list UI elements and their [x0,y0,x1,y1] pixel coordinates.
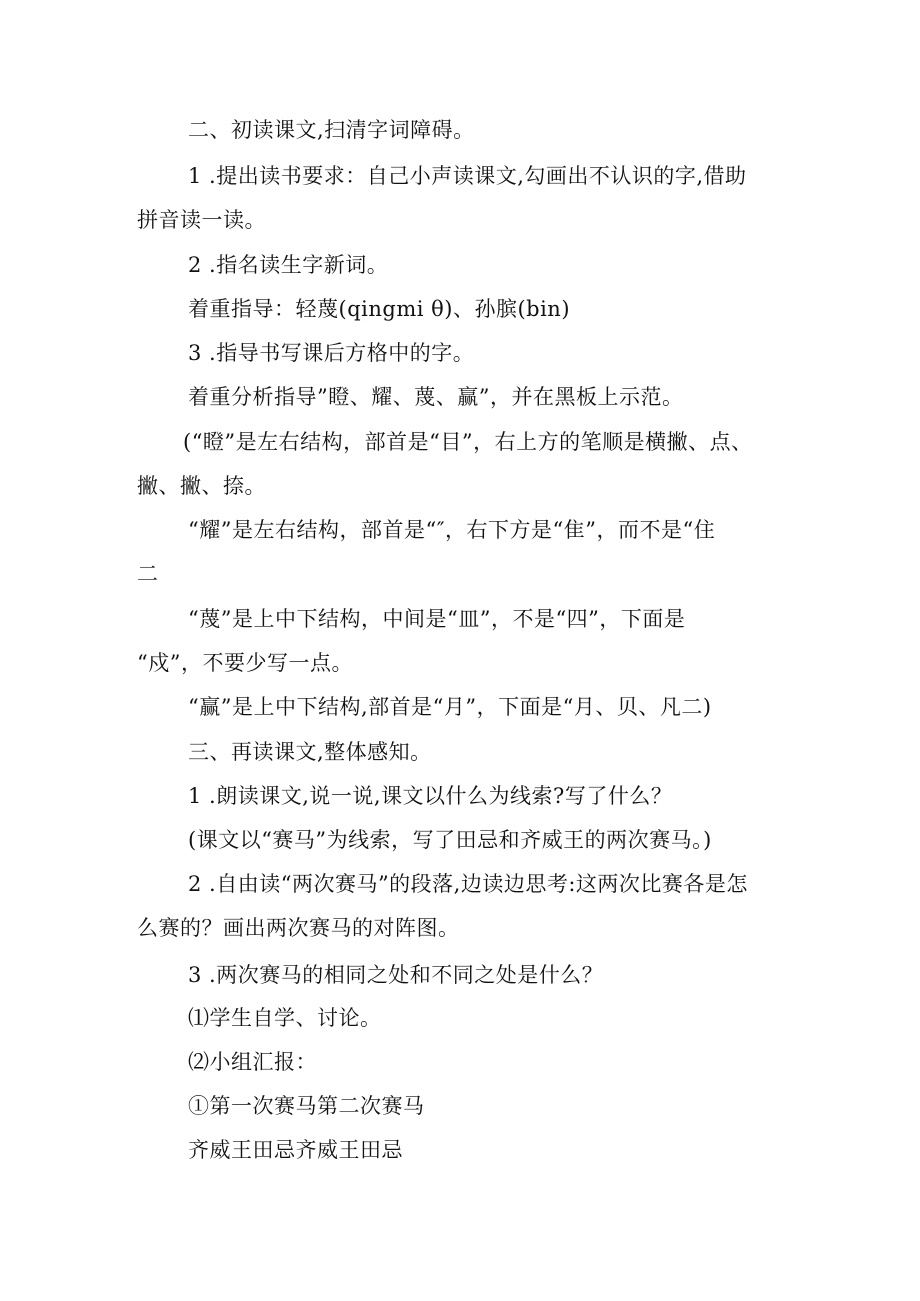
paragraph-line: 么赛的？画出两次赛马的对阵图。 [137,916,460,940]
paragraph-line: 3 .指导书写课后方格中的字。 [188,341,475,365]
paragraph-line: 着重指导：轻蔑(qingmi θ)、孙膑(bin) [188,297,571,321]
paragraph-line: 拼音读一读。 [137,208,266,232]
paragraph-line: 齐威王田忌齐威王田忌 [188,1138,403,1162]
paragraph-line: (课文以“赛马”为线索，写了田忌和齐威王的两次赛马。) [188,828,712,852]
paragraph-line: 1 .朗读课文,说一说,课文以什么为线索?写了什么？ [188,784,673,808]
paragraph-line: “戍”，不要少写一点。 [137,651,353,675]
paragraph-line: ⑴学生自学、讨论。 [188,1006,382,1030]
paragraph-line: “赢”是上中下结构,部首是“月”，下面是“月、贝、凡二) [188,695,712,719]
paragraph-line: 1 .提出读书要求：自己小声读课文,勾画出不认识的字,借助 [188,164,747,188]
paragraph-line: ①第一次赛马第二次赛马 [188,1094,425,1118]
section-heading-3: 三、再读课文,整体感知。 [188,740,432,764]
paragraph-line: 2 .自由读“两次赛马”的段落,边读边思考:这两次比赛各是怎 [188,872,748,896]
paragraph-line: (“瞪”是左右结构，部首是“目”，右上方的笔顺是横撇、点、 [183,430,753,454]
paragraph-line: 2 .指名读生字新词。 [188,253,389,277]
paragraph-line: 二 [137,562,159,586]
paragraph-line: “蔑”是上中下结构，中间是“皿”，不是“四”，下面是 [188,607,686,631]
paragraph-line: 撇、撇、捺。 [137,474,266,498]
section-heading-2: 二、初读课文,扫清字词障碍。 [188,118,475,142]
paragraph-line: 着重分析指导”瞪、耀、蔑、赢”，并在黑板上示范。 [188,385,684,409]
paragraph-line: 3 .两次赛马的相同之处和不同之处是什么？ [188,963,604,987]
paragraph-line: ⑵小组汇报： [188,1050,317,1074]
paragraph-line: “耀”是左右结构，部首是“″，右下方是“隹”，而不是“住 [188,518,716,542]
